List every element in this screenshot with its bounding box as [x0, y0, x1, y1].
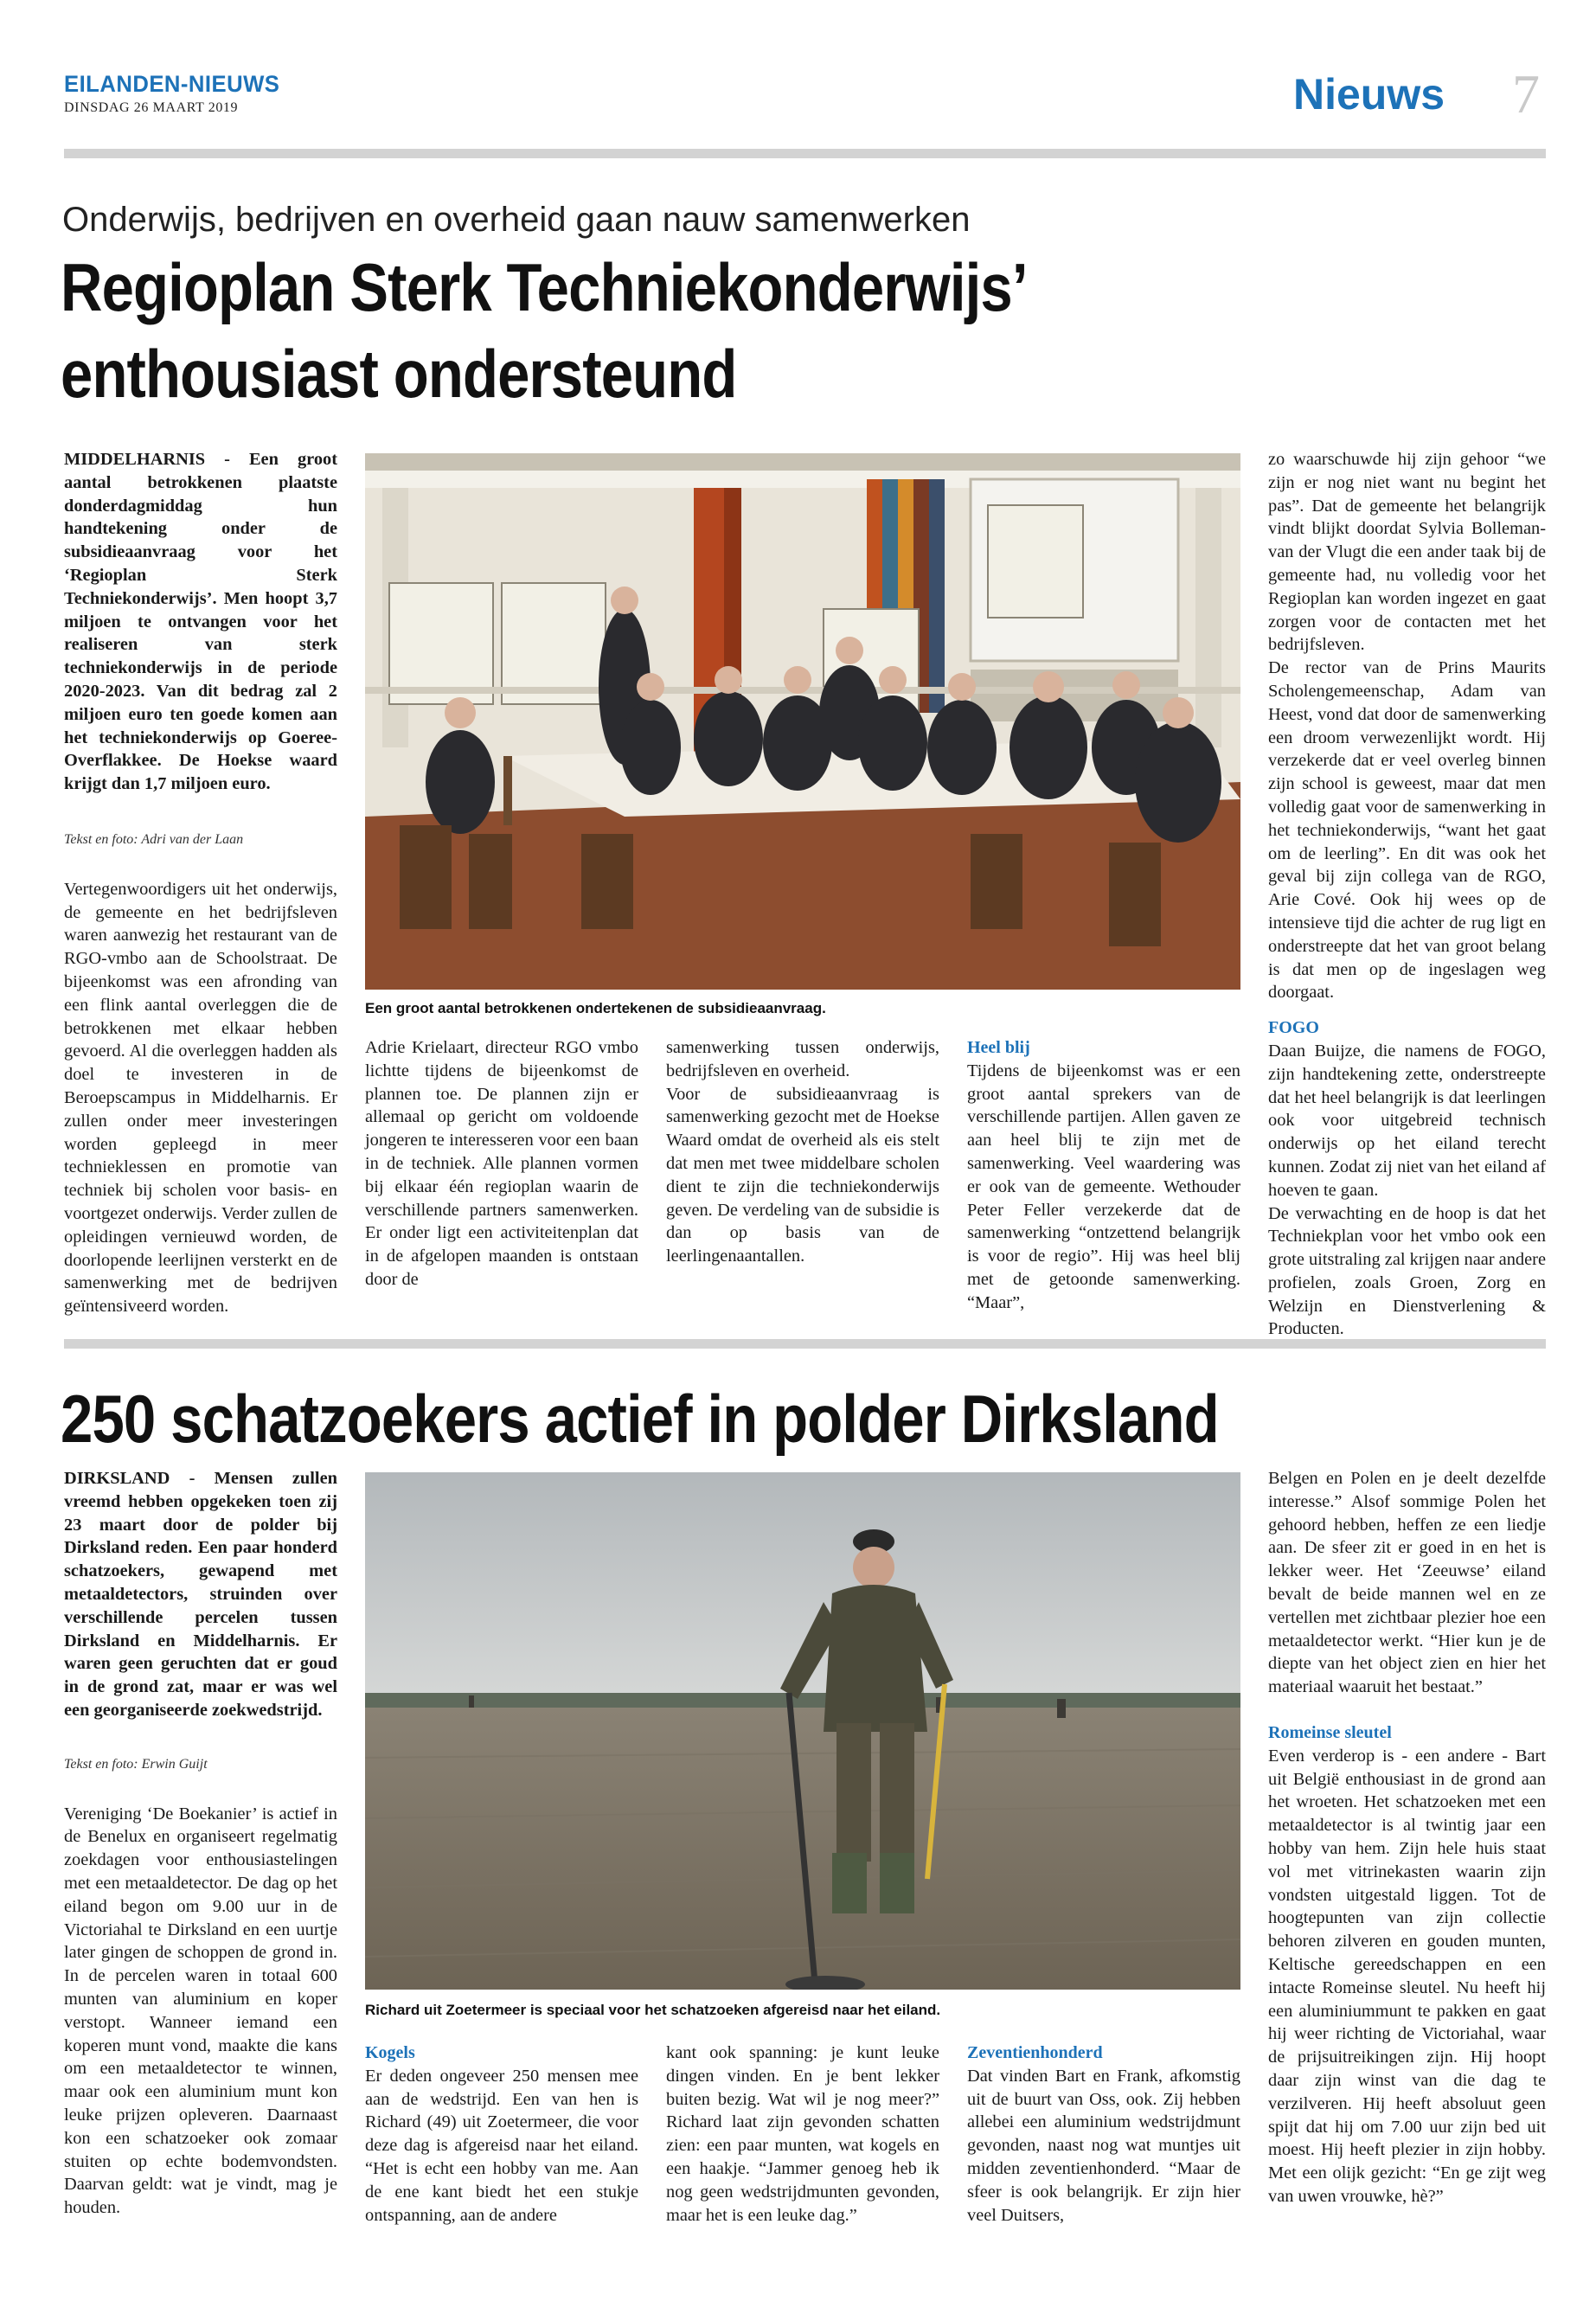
article1-col3-body1: samenwerking tussen onderwijs, bedrijfsleven en overheid.: [666, 1038, 939, 1080]
article2-headline: 250 schatzoekers actief in polder Dirksland: [61, 1381, 1219, 1457]
article2-col3-body: kant ook spanning: je kunt leuke dingen vinden. En je bent lekker buiten bezig. Wat wil je nog meer?” Richard laat zijn gevonden schatten zien: een paar munten, wat kogels en een haakje. “Jammer genoeg heb ik nog geen wedstrijdmunten gevonden, maar het is een leuke dag.”: [666, 2043, 939, 2225]
article2-photo-caption: Richard uit Zoetermeer is speciaal voor het schatzoeken afgereisd naar het eiland.: [365, 2002, 941, 2018]
article1-col3-body2: Voor de subsidieaanvraag is samenwerking gezocht met de Hoekse Waard omdat de overheid als eis stelt dat men met twee middelbare scholen dient te zijn die techniekonderwijs geven. De verdeling van de subsidie is dan op basis van de leerlingenaantallen.: [666, 1084, 939, 1266]
article2-subhead-romeinse-sleutel: Romeinse sleutel: [1268, 1722, 1392, 1742]
article1-col5-body4: De verwachting en de hoop is dat het Techniekplan voor het vmbo ook een grote uitstraling zal krijgen naar andere profielen, zoals Groen, Zorg en Welzijn en Dienstverlening & Producten.: [1268, 1203, 1547, 1339]
article2-column-5: [1268, 1467, 1546, 2208]
page-number: 7: [1512, 63, 1540, 125]
article2-col1-body: Vereniging ‘De Boekanier’ is actief in de Benelux en organiseert regelmatig zoekdagen voor enthousiastelingen met een metaaldetector. De dag op het eiland begon om 9.00 uur in de Victoriahal te Dirksland en een uurtje later gingen de schoppen de grond in. In de percelen waren in totaal 600 munten van aluminium en koper verstopt. Wanneer iemand een koperen munt vond, maakte die kans om een metaaldetector te winnen, maar ook een aluminium munt kon leuke prijzen opleveren. Daarnaast kon een schatzoeker ook zomaar stuiten op echte bodemvondsten. Daarvan geldt: wat je vindt, mag je houden.: [64, 1804, 337, 2218]
article1-headline-line1: Regioplan Sterk Techniekonderwijs’: [61, 249, 1028, 325]
section-title: Nieuws: [1293, 70, 1445, 119]
article2-credit: Tekst en foto: Erwin Guijt: [64, 1756, 208, 1772]
article1-subhead-fogo: FOGO: [1268, 1018, 1319, 1038]
meeting-photo-illustration: [365, 453, 1240, 990]
article1-col2-body: Adrie Krielaart, directeur RGO vmbo lichtte tijdens de bijeenkomst de plannen toe. De plannen zijn er allemaal op gericht om voldoende jongeren te interesseren voor een baan in de techniek. Alle plannen vormen bij elkaar één regioplan waarin de verschillende partners samenwerken. Er onder ligt een activiteitenplan dat in de afgelopen maanden is ontstaan door de: [365, 1038, 638, 1289]
article1-col4-body: Tijdens de bijeenkomst was er een groot aantal sprekers van de verschillende partijen. Allen gaven ze aan heel blij te zijn met de samenwerking. Veel waardering was er ook van de gemeente. Wethouder Peter Feller verzekerde dat de samenwerking “ontzettend belangrijk is voor de regio”. Hij was heel blij met de getoonde samenwerking. “Maar”,: [967, 1061, 1240, 1312]
article2-column-2: [365, 2041, 638, 2227]
article1-column-1: [64, 448, 337, 1318]
article1-column-5: [1268, 448, 1546, 1341]
article1-col5-body2: De rector van de Prins Maurits Scholengemeenschap, Adam van Heest, vond dat door de samenwerking een droom verwezenlijkt wordt. Hij verzekerde dat er veel overleg binnen zijn school is geweest, maar dat men volledig gaat voor de samenwerking in het techniekonderwijs, “want het gaat om de leerling”. En dit was ook het geval bij zijn collega van de RGO, Arie Cové. Ook hij wees op de intensieve tijd die achter de rug ligt en onderstreepte dat het van groot belang is dat men op de ingeslagen weg doorgaat.: [1268, 658, 1546, 1003]
article1-col1-body: Vertegenwoordigers uit het onderwijs, de gemeente en het bedrijfsleven waren aanwezig het restaurant van de RGO-vmbo aan de Schoolstraat. De bijeenkomst was een afronding van een flink aantal overleggen die de betrokkenen met elkaar hebben gevoerd. Al die overleggen hadden als doel te investeren in de Beroepscampus in Middelharnis. Er zullen onder meer investeringen worden gepleegd in meer technieklessen en promotie van techniek bij scholen voor basis- en voortgezet onderwijs. Verder zullen de opleidingen vernieuwd worden, de doorlopende leerlijnen versterkt en de samenwerking met de bedrijven geïntensiveerd worden.: [64, 879, 337, 1317]
article1-column-4: [967, 1036, 1240, 1315]
article-divider: [64, 1339, 1546, 1349]
article1-column-3: [666, 1036, 939, 1268]
article2-col5-body1: Belgen en Polen en je deelt dezelfde interesse.” Alsof sommige Polen het gehoord hebben, heffen ze een liedje aan. De sfeer zit er goed in en het is lekker weer. Het ‘Zeeuwse’ eiland bevalt de beide mannen wel en ze vertellen met zichtbaar plezier hoe een metaaldetector werkt. “Hier kun je de diepte van het object zien en hier het materiaal waaruit het bestaat.”: [1268, 1469, 1546, 1697]
article2-subhead-kogels: Kogels: [365, 2043, 415, 2062]
newspaper-logo: EILANDEN-NIEUWS: [64, 71, 280, 97]
article1-photo-caption: Een groot aantal betrokkenen ondertekenen de subsidieaanvraag.: [365, 1000, 826, 1016]
article2-col2-body: Er deden ongeveer 250 mensen mee aan de wedstrijd. Een van hen is Richard (49) uit Zoetermeer, die voor deze dag is afgereisd naar het eiland. “Het is echt een hobby van me. Aan de ene kant biedt het een stukje ontspanning, aan de andere: [365, 2066, 638, 2225]
issue-date: DINSDAG 26 MAART 2019: [64, 100, 239, 115]
article1-col5-body1: zo waarschuwde hij zijn gehoor “we zijn er nog niet want nu begint het pas”. Dat de gemeente het belangrijk vindt blijkt doordat Sylvia Bolleman-van der Vlugt die een ander taak bij de gemeente had, nu volledig voor het Regioplan kan worden ingezet en gaat zorgen voor de contacten met het bedrijfsleven.: [1268, 450, 1546, 655]
article1-col5-body3: Daan Buijze, die namens de FOGO, zijn handtekening zette, onderstreepte dat het heel belangrijk is dat leerlingen ook voor uitgebreid technisch onderwijs op het eiland terecht kunnen. Zodat zij niet van het eiland af hoeven te gaan.: [1268, 1041, 1546, 1200]
article2-column-3: [666, 2041, 939, 2227]
article1-lead: MIDDELHARNIS - Een groot aantal betrokkenen plaatste donderdagmiddag hun handtekening onder de subsidieaanvraag voor het ‘Regioplan Sterk Techniekonderwijs’. Men hoopt 3,7 miljoen te ontvangen voor het realiseren van sterk techniekonderwijs in de periode 2020-2023. Van dit bedrag zal 2 miljoen euro ten goede komen aan het techniekonderwijs op Goeree-Overflakkee. De Hoekse waard krijgt dan 1,7 miljoen euro.: [64, 450, 337, 794]
article1-kicker: Onderwijs, bedrijven en overheid gaan nauw samenwerken: [62, 201, 971, 239]
article1-subhead-heel-blij: Heel blij: [967, 1038, 1030, 1057]
article2-lead: DIRKSLAND - Mensen zullen vreemd hebben opgekeken toen zij 23 maart door de polder bij Dirksland reden. Een paar honderd schatzoekers, gewapend met metaaldetectors, struinden over verschillende percelen tussen Dirksland en Middelharnis. Er waren geen geruchten dat er goud in de grond zat, maar er was wel een georganiseerde zoekwedstrijd.: [64, 1469, 337, 1720]
article2-photo: [365, 1472, 1240, 1990]
field-photo-illustration: [365, 1472, 1240, 1990]
article2-subhead-zeventienhonderd: Zeventienhonderd: [967, 2043, 1103, 2062]
article1-credit: Tekst en foto: Adri van der Laan: [64, 831, 244, 847]
article2-column-1: [64, 1467, 337, 2220]
article1-photo: [365, 453, 1240, 990]
article2-column-4: [967, 2041, 1240, 2227]
article1-headline-line2: enthousiast ondersteund: [61, 336, 737, 412]
article2-col4-body: Dat vinden Bart en Frank, afkomstig uit de buurt van Oss, ook. Zij hebben allebei een aluminium wedstrijdmunt gevonden, naast nog wat muntjes uit midden zeventienhonderd. “Maar de sfeer is ook belangrijk. Er zijn hier veel Duitsers,: [967, 2066, 1240, 2225]
article2-col5-body2: Even verderop is - een andere - Bart uit België enthousiast in de grond aan het wroeten. Het schatzoeken met een metaaldetector is al twintig jaar een hobby van hem. Zijn hele huis staat vol met vitrinekasten waarin zijn vondsten uitgestald liggen. Tot de hoogtepunten van zijn collectie behoren zilveren en gouden munten, Keltische gereedschappen en een intacte Romeinse sleutel. Nu heeft hij een aluminiummunt te pakken en gaat hij weer richting de Victoriahal, waar de prijsuitreikingen zijn. Hij hoopt daar zijn winst van die dag te verzilveren. Hij heeft absoluut geen spijt dat hij om 7.00 uur zijn bed uit moest. Hij heeft plezier in zijn hobby. Met een olijk gezicht: “En ge zijt weg van uwen vrouwke, hè?”: [1268, 1746, 1546, 2206]
article1-column-2: [365, 1036, 638, 1292]
top-divider: [64, 149, 1546, 158]
